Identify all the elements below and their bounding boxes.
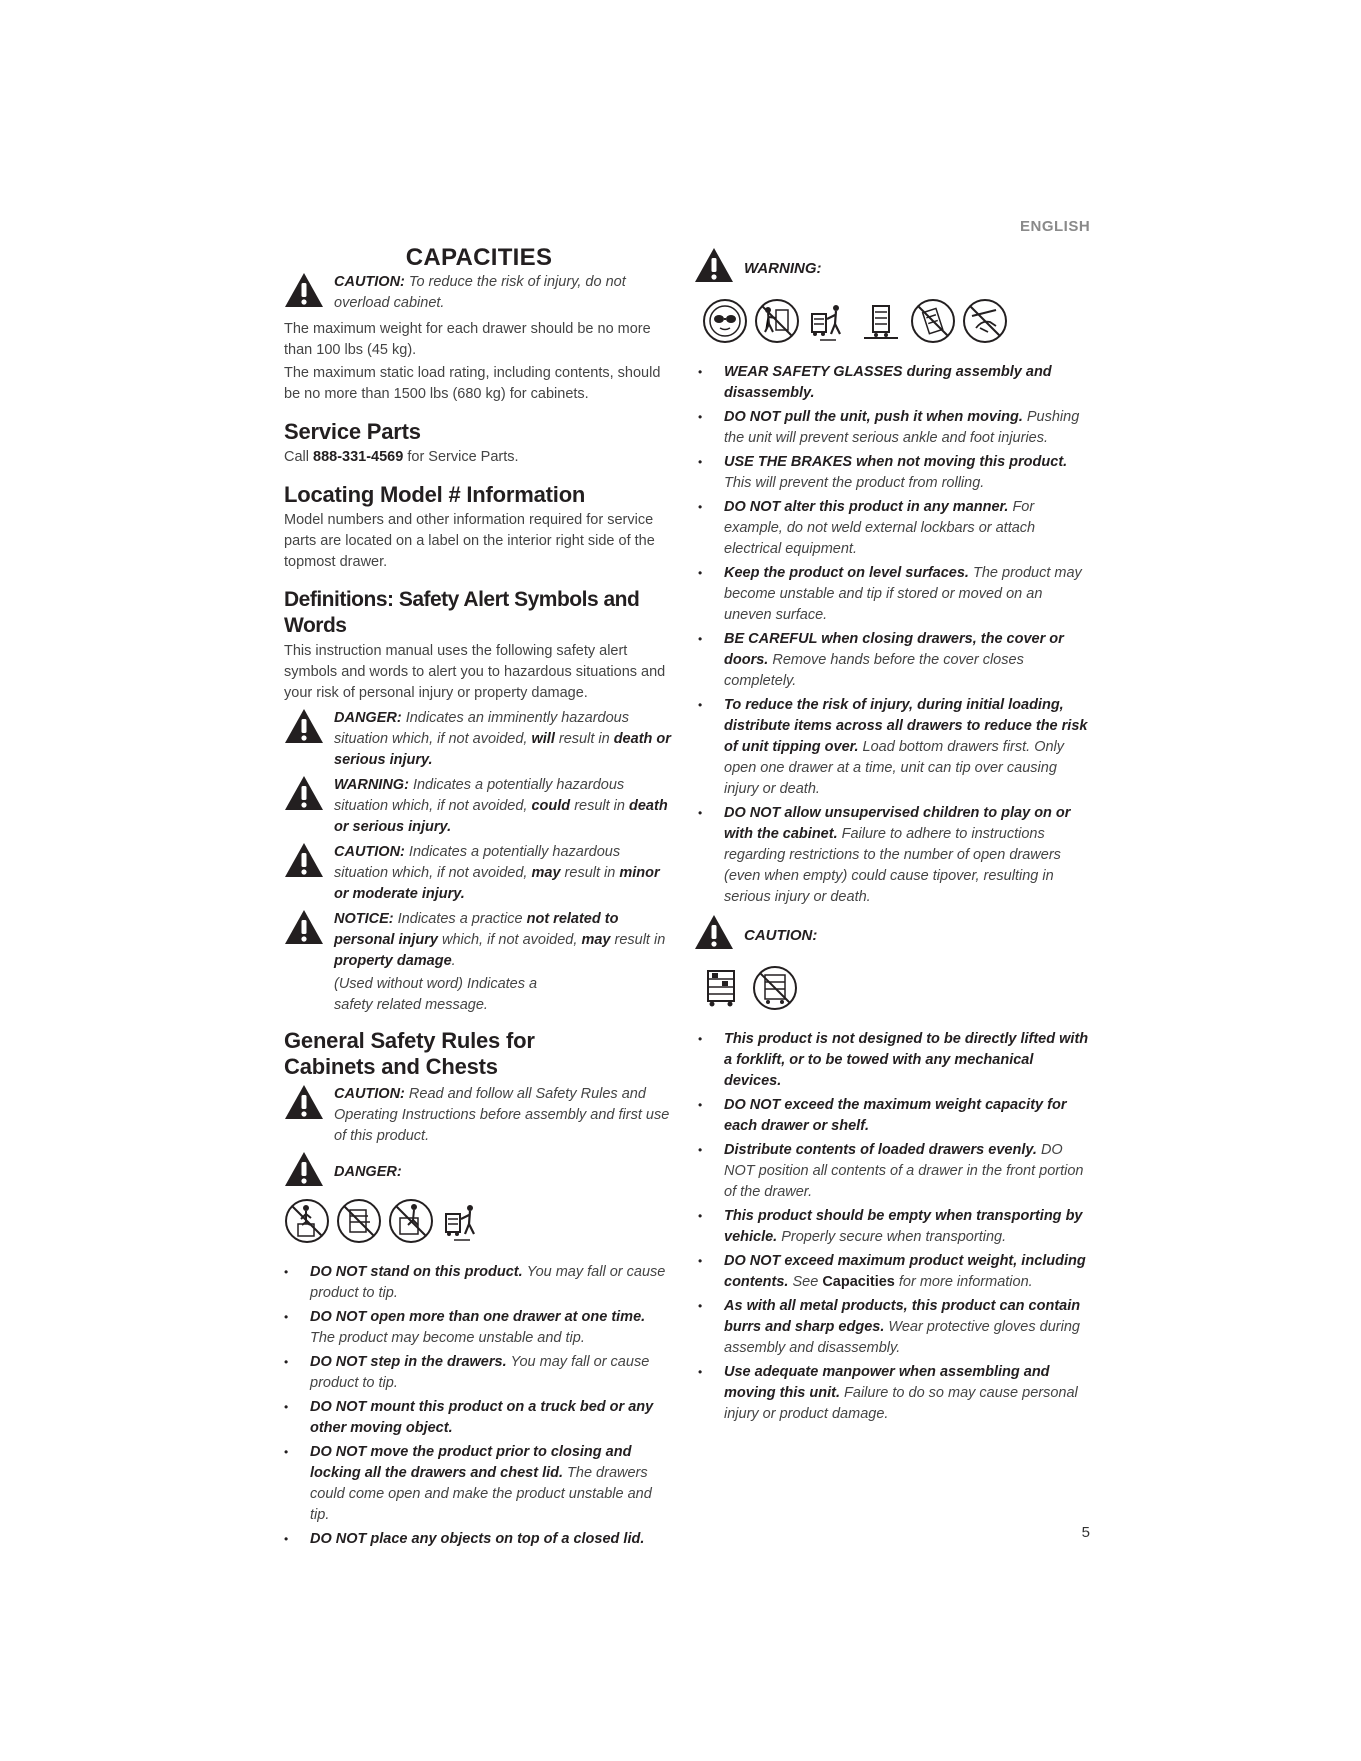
danger-definition: DANGER: Indicates an imminently hazardous situation which, if not avoided, will result in death or serious injury. (284, 708, 674, 771)
rule-detail-text: for more information. (898, 1274, 1033, 1290)
rule-item (698, 452, 1090, 494)
no-pull-icon (754, 298, 800, 344)
warning-triangle-icon (284, 909, 334, 1016)
rule-item (698, 1362, 1090, 1425)
rule-detail-text: Remove hands before the cover closes completely. (724, 652, 1024, 689)
danger-rules-list (284, 1262, 674, 1550)
rule-bold-text: DO NOT allow unsupervised children to play on or with the cabinet. (724, 805, 1071, 842)
warning-triangle-icon (694, 914, 744, 957)
push-cart-icon (806, 298, 852, 344)
rule-item (698, 803, 1090, 908)
rule-bold-text: As with all metal products, this product can contain burrs and sharp edges. (724, 1298, 1081, 1335)
rule-item (284, 1262, 674, 1304)
rule-item (698, 407, 1090, 449)
model-info-title: Locating Model # Information (284, 482, 586, 507)
rule-bold-text: DO NOT exceed the maximum weight capacity for each drawer or shelf. (724, 1097, 1067, 1134)
rule-bold-text: DO NOT exceed maximum product weight, including contents. (724, 1253, 1086, 1290)
no-open-drawers-icon (336, 1198, 382, 1244)
rule-detail-text: Wear protective gloves during assembly and disassembly. (724, 1319, 1080, 1356)
rule-bold-text: DO NOT alter this product in any manner. (724, 499, 1009, 515)
warning-triangle-icon (284, 272, 334, 315)
rule-detail-text: Load bottom drawers first. Only open one drawer at a time, unit can tip over causing injury or death. (724, 739, 1065, 797)
rule-bold-text: DO NOT pull the unit, push it when moving. (724, 409, 1023, 425)
rule-item (284, 1397, 674, 1439)
caution-definition: CAUTION: Indicates a potentially hazardous situation which, if not avoided, may result in minor or moderate injury. (284, 842, 674, 905)
service-parts-text: Call 888-331-4569 for Service Parts. (284, 449, 519, 465)
rule-bold-text: Use adequate manpower when assembling and moving this unit. (724, 1364, 1050, 1401)
rule-bold-text: This product should be empty when transporting by vehicle. (724, 1208, 1083, 1245)
rule-bold-text: DO NOT place any objects on top of a closed lid. (310, 1531, 645, 1547)
no-step-drawer-icon (388, 1198, 434, 1244)
rule-detail-text: See (792, 1274, 819, 1290)
caution-rules-list (698, 1029, 1090, 1425)
rule-item (284, 1352, 674, 1394)
page-number: 5 (1081, 1524, 1090, 1541)
warning-triangle-icon (284, 1084, 334, 1147)
capacities-caution (284, 272, 674, 315)
warning-label: WARNING: (744, 260, 822, 277)
caution-header (694, 914, 1090, 957)
push-cart-icon (440, 1198, 486, 1244)
left-column (284, 244, 674, 1553)
rule-detail-text: Pushing the unit will prevent serious ankle and foot injuries. (724, 409, 1080, 446)
no-tipping-icon (910, 298, 956, 344)
warning-triangle-icon (284, 708, 334, 771)
no-overload-icon (752, 965, 798, 1011)
rule-item (284, 1442, 674, 1526)
rule-bold-text: Keep the product on level surfaces. (724, 565, 969, 581)
rule-detail-text: Failure to do so may cause personal injury or product damage. (724, 1385, 1078, 1422)
distribute-load-icon (700, 965, 746, 1011)
danger-icons (284, 1198, 674, 1244)
rule-bold-text: BE CAREFUL when closing drawers, the cover or doors. (724, 631, 1064, 668)
rule-item (284, 1529, 674, 1550)
rule-bold-text: DO NOT stand on this product. (310, 1264, 523, 1280)
rule-bold-text: DO NOT step in the drawers. (310, 1354, 507, 1370)
warning-triangle-icon (284, 842, 334, 905)
rule-bold-text: USE THE BRAKES when not moving this product. (724, 454, 1068, 470)
rule-detail-text: The product may become unstable and tip if stored or moved on an uneven surface. (724, 565, 1082, 623)
caution-label: CAUTION: (334, 274, 405, 290)
no-standing-icon (284, 1198, 330, 1244)
rule-item (698, 695, 1090, 800)
caution-text: To reduce the risk of injury, do not overload cabinet. (334, 274, 626, 311)
rule-item (698, 1095, 1090, 1137)
rule-bold-text: This product is not designed to be directly lifted with a forklift, or to be towed with any mechanical devices. (724, 1031, 1089, 1089)
rule-detail-text: Properly secure when transporting. (781, 1229, 1007, 1245)
warning-definition: WARNING: Indicates a potentially hazardous situation which, if not avoided, could result in death or serious injury. (284, 775, 674, 838)
rule-bold-text: DO NOT move the product prior to closing and locking all the drawers and chest lid. (310, 1444, 632, 1481)
warning-triangle-icon (694, 247, 744, 290)
caution-icons (700, 965, 1090, 1011)
capacity-drawer-text: The maximum weight for each drawer should be no more than 100 lbs (45 kg). (284, 321, 651, 358)
rule-item (698, 1029, 1090, 1092)
language-label: ENGLISH (1020, 218, 1091, 235)
rule-detail-text: For example, do not weld external lockbars or attach electrical equipment. (724, 499, 1036, 557)
rule-item (698, 1296, 1090, 1359)
rule-detail-text: The drawers could come open and make the product unstable and tip. (310, 1465, 652, 1523)
safety-glasses-icon (702, 298, 748, 344)
right-column (698, 247, 1090, 1428)
warning-header (694, 247, 1090, 290)
no-word-definition: (Used without word) Indicates a safety related message. (334, 976, 538, 1013)
warning-icons (702, 298, 1090, 344)
rule-detail-text: You may fall or cause product to tip. (310, 1264, 666, 1301)
rule-item (698, 1251, 1090, 1293)
rule-item (284, 1307, 674, 1349)
notice-definition: NOTICE: Indicates a practice not related to personal injury which, if not avoided, may result in property damage. (Used without word) Indicates a safety related message. (284, 909, 674, 1016)
rule-item (698, 497, 1090, 560)
rule-detail-text: The product may become unstable and tip. (310, 1330, 585, 1346)
rule-bold-text: DO NOT mount this product on a truck bed or any other moving object. (310, 1399, 654, 1436)
rule-bold-text: DO NOT open more than one drawer at one time. (310, 1309, 646, 1325)
pinch-hands-icon (962, 298, 1008, 344)
rule-bold-text: To reduce the risk of injury, during initial loading, distribute items across all drawers to reduce the risk of unit tipping over. (724, 697, 1088, 755)
warning-triangle-icon (284, 775, 334, 838)
rule-item (698, 629, 1090, 692)
service-phone: 888-331-4569 (313, 449, 404, 465)
rule-detail-text: This will prevent the product from rolling. (724, 475, 985, 491)
rule-detail-text: You may fall or cause product to tip. (310, 1354, 650, 1391)
model-info-text: Model numbers and other information required for service parts are located on a label on the interior right side of the topmost drawer. (284, 512, 655, 570)
capacity-static-text: The maximum static load rating, including contents, should be no more than 1500 lbs (680 kg) for cabinets. (284, 365, 661, 402)
rule-item (698, 1206, 1090, 1248)
definitions-title: Definitions: Safety Alert Symbols and Words (284, 588, 640, 637)
rule-bold-text: WEAR SAFETY GLASSES during assembly and disassembly. (724, 364, 1052, 401)
warning-rules-list (698, 362, 1090, 908)
general-safety-title: General Safety Rules for Cabinets and Chests (284, 1028, 535, 1079)
caution-label: CAUTION: (744, 927, 818, 944)
general-caution: CAUTION: Read and follow all Safety Rules and Operating Instructions before assembly and first use of this product. (284, 1084, 674, 1147)
rule-reference: Capacities (822, 1274, 895, 1290)
rule-item (698, 362, 1090, 404)
definitions-intro: This instruction manual uses the following safety alert symbols and words to alert you to hazardous situations and your risk of personal injury or property damage. (284, 643, 666, 701)
rule-detail-text: Failure to adhere to instructions regarding restrictions to the number of open drawers (even when empty) could cause tipover, resulting in serious injury or death. (724, 826, 1061, 905)
level-surface-icon (858, 298, 904, 344)
service-parts-title: Service Parts (284, 419, 421, 444)
rule-detail-text: DO NOT position all contents of a drawer in the front portion of the drawer. (724, 1142, 1084, 1200)
rule-item (698, 1140, 1090, 1203)
rule-item (698, 563, 1090, 626)
warning-triangle-icon (284, 1151, 334, 1194)
capacities-title: CAPACITIES (405, 244, 553, 271)
rule-bold-text: Distribute contents of loaded drawers evenly. (724, 1142, 1037, 1158)
general-danger: DANGER: (284, 1151, 674, 1194)
